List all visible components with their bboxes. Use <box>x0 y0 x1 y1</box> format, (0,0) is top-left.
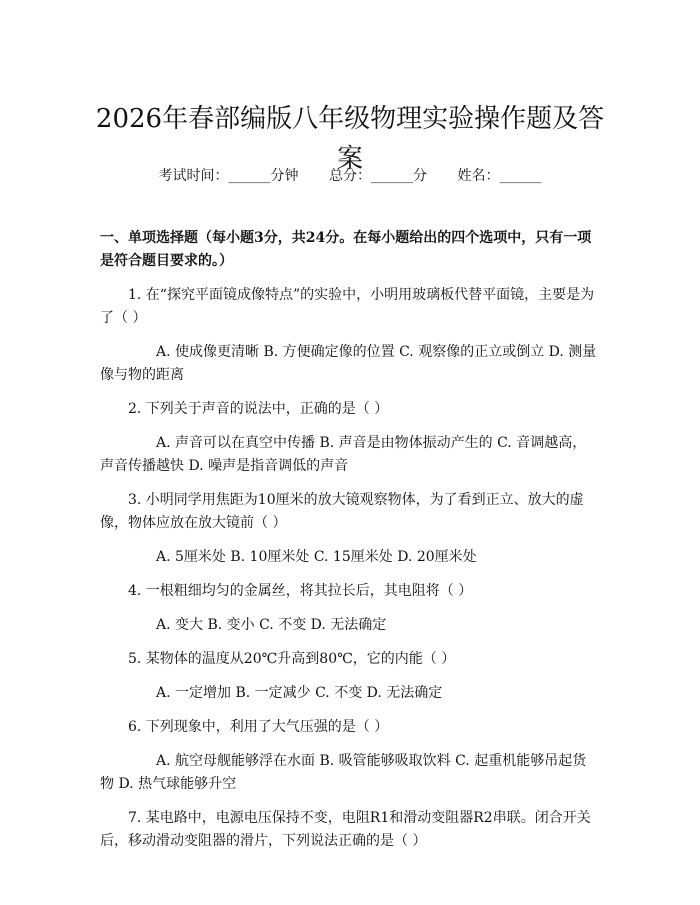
question-1: 1. 在“探究平面镜成像特点”的实验中，小明用玻璃板代替平面镜，主要是为了（ ） <box>100 287 595 326</box>
question-4-options: A. 变大 B. 变小 C. 不变 D. 无法确定 <box>156 617 387 633</box>
question-6-options: A. 航空母舰能够浮在水面 B. 吸管能够吸取饮料 C. 起重机能够吊起货物 D. 热气球能够升空 <box>100 753 587 792</box>
question-2-options: A. 声音可以在真空中传播 B. 声音是由物体振动产生的 C. 音调越高，声音传播越快 D. 噪声是指音调低的声音 <box>100 435 587 474</box>
section-heading: 一、单项选择题（每小题3分，共24分。在每小题给出的四个选项中，只有一项是符合题目要求的。） <box>100 230 592 269</box>
exam-time-field: 考试时间：______分钟 <box>158 168 299 184</box>
exam-info-line <box>0 166 700 186</box>
question-5-options: A. 一定增加 B. 一定减少 C. 不变 D. 无法确定 <box>156 685 443 701</box>
question-2: 2. 下列关于声音的说法中，正确的是（ ） <box>128 401 389 417</box>
question-3-options: A. 5厘米处 B. 10厘米处 C. 15厘米处 D. 20厘米处 <box>156 549 477 565</box>
exam-content <box>100 227 600 864</box>
document-title: 2026年春部编版八年级物理实验操作题及答案 <box>95 104 605 175</box>
question-1-options: A. 使成像更清晰 B. 方便确定像的位置 C. 观察像的正立或倒立 D. 测量像与物的距离 <box>100 344 597 383</box>
question-4: 4. 一根粗细均匀的金属丝，将其拉长后，其电阻将（ ） <box>128 583 473 599</box>
student-name-field: 姓名：______ <box>457 168 542 184</box>
question-7: 7. 某电路中，电源电压保持不变，电阻R1和滑动变阻器R2串联。闭合开关后，移动滑动变阻器的滑片，下列说法正确的是（ ） <box>100 810 591 849</box>
question-6: 6. 下列现象中，利用了大气压强的是（ ） <box>128 719 389 735</box>
question-3: 3. 小明同学用焦距为10厘米的放大镜观察物体，为了看到正立、放大的虚像，物体应放在放大镜前（ ） <box>100 492 584 531</box>
total-score-field: 总分：______分 <box>329 168 427 184</box>
question-5: 5. 某物体的温度从20℃升高到80℃，它的内能（ ） <box>128 651 456 667</box>
